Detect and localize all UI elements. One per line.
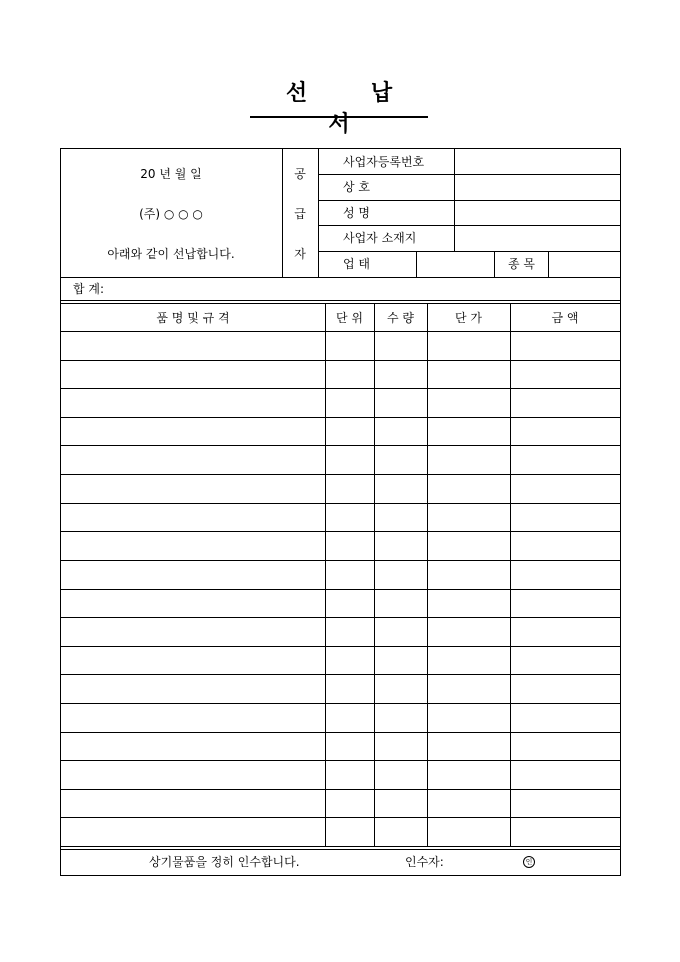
table-row-line [61, 789, 620, 790]
table-row-line [61, 732, 620, 733]
col-header-unit-price: 단 가 [455, 311, 482, 325]
name-label: 성 명 [343, 206, 370, 220]
table-row-line [61, 445, 620, 446]
col-line-unit-price [427, 303, 428, 846]
col-header-amount: 금 액 [551, 311, 579, 325]
supplier-label-3: 자 [294, 247, 306, 261]
notice-text: 아래와 같이 선납합니다. [107, 247, 235, 261]
supplier-row-line [318, 251, 620, 252]
table-row-line [61, 474, 620, 475]
table-row-line [61, 388, 620, 389]
trade-name-label: 상 호 [343, 180, 370, 194]
table-row-line [61, 674, 620, 675]
total-bottom-line-1 [61, 300, 620, 301]
table-row-line [61, 703, 620, 704]
company-name: (주) ○ ○ ○ [139, 207, 203, 221]
reg-no-label: 사업자등록번호 [343, 155, 425, 169]
supplier-row-line [318, 225, 620, 226]
form-frame [60, 148, 621, 876]
table-row-line [61, 560, 620, 561]
col-line-qty [374, 303, 375, 846]
table-row-line [61, 646, 620, 647]
total-label: 합 계: [73, 282, 105, 296]
table-row-line [61, 589, 620, 590]
header-bottom-line [61, 277, 620, 278]
table-row-line [61, 817, 620, 818]
col-header-unit: 단 위 [336, 311, 363, 325]
supplier-row-line [318, 200, 620, 201]
business-type-divider [416, 251, 417, 277]
col-line-amount [510, 303, 511, 846]
table-header-bottom-line [61, 331, 620, 332]
footer-top-line-1 [61, 846, 620, 847]
col-header-qty: 수 량 [387, 311, 414, 325]
header-divider-2 [318, 149, 319, 277]
supplier-label-1: 공 [294, 167, 306, 181]
table-row-line [61, 360, 620, 361]
supplier-field-divider [454, 149, 455, 251]
address-label: 사업자 소재지 [343, 231, 417, 245]
table-row-line [61, 417, 620, 418]
receipt-text: 상기물품을 정히 인수합니다. [149, 855, 300, 869]
col-line-unit [325, 303, 326, 846]
business-type-label: 업 태 [343, 257, 370, 271]
supplier-label-2: 급 [294, 207, 306, 221]
table-row-line [61, 617, 620, 618]
date-line: 20 년 월 일 [140, 167, 202, 181]
table-row-line [61, 531, 620, 532]
total-bottom-line-2 [61, 303, 620, 304]
supplier-row-line [318, 174, 620, 175]
receiver-label: 인수자: [405, 855, 444, 869]
title-underline [250, 116, 428, 118]
item-label: 종 목 [508, 257, 535, 271]
footer-top-line-2 [61, 849, 620, 850]
table-row-line [61, 760, 620, 761]
item-divider-right [548, 251, 549, 277]
col-header-item: 품 명 및 규 격 [156, 311, 230, 325]
table-row-line [61, 503, 620, 504]
document-title: 선 납 서 [285, 80, 421, 137]
item-divider-left [494, 251, 495, 277]
seal-mark-icon: 인 [523, 856, 535, 868]
